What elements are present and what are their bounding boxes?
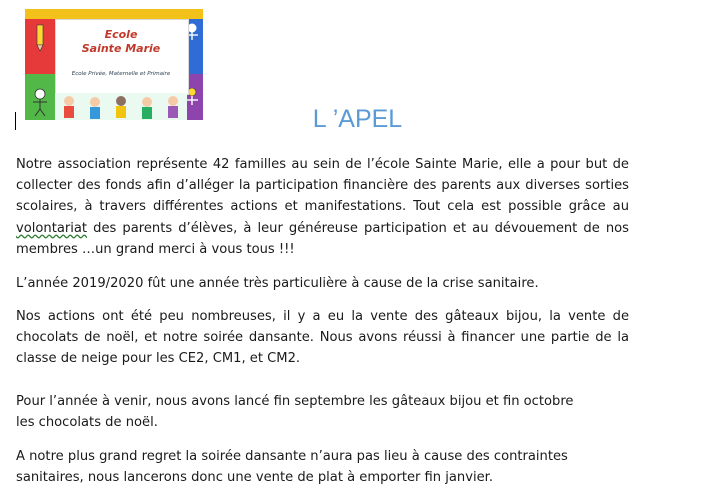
page-title: L ’APEL xyxy=(312,105,403,133)
regret-line-1: A notre plus grand regret la soirée dansante n’aura pas lieu à cause des contraintes xyxy=(16,449,568,464)
upcoming-line-1: Pour l’année à venir, nous avons lancé fin septembre les gâteaux bijou et fin octobre xyxy=(16,394,574,409)
paragraph-regret xyxy=(16,446,629,488)
paragraph-year: L’année 2019/2020 fût une année très particulière à cause de la crise sanitaire. xyxy=(16,276,539,291)
logo-band-yellow xyxy=(25,9,203,19)
logo-line-1: Ecole xyxy=(104,28,138,41)
school-logo xyxy=(25,9,203,120)
upcoming-line-2: les chocolats de noël. xyxy=(16,415,158,431)
intro-text-end: des parents d’élèves, à leur généreuse participation et au dévouement de nos membres …un grand merci à vous tous !!! xyxy=(16,220,629,257)
spellcheck-word: volontariat xyxy=(16,220,88,236)
logo-subtitle: Ecole Privée, Maternelle et Primaire xyxy=(71,71,171,77)
paragraph-actions: Nos actions ont été peu nombreuses, il y a eu la vente des gâteaux bijou, la vente de chocolats de noël, et notre soirée dansante. Nous avons réussi à financer une partie de la classe de neige pour les CE2, CM1, et CM2. xyxy=(16,309,629,367)
pencil-icon xyxy=(28,23,52,53)
paragraph-upcoming xyxy=(16,391,629,433)
intro-text-start: Notre association représente 42 familles au sein de l’école Sainte Marie, elle a pour but de collecter des fonds afin d’alléger la participation financière des parents aux diverses sorties scolaires, à travers différentes actions et manifestations. Tout cela est possible grâce au xyxy=(16,157,629,215)
logo-line-2: Sainte Marie xyxy=(81,42,161,55)
regret-line-2: sanitaires, nous lancerons donc une vente de plat à emporter fin janvier. xyxy=(16,470,494,486)
paragraph-intro xyxy=(16,154,629,260)
